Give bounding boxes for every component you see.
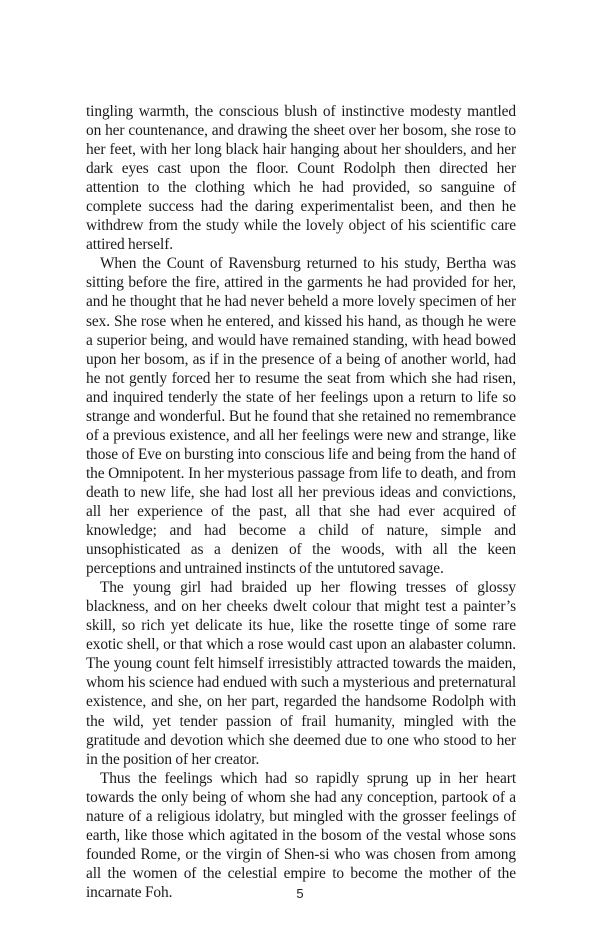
paragraph-2: When the Count of Ravensburg returned to his study, Bertha was sitting before the fire, attired in the garments he had provided for her, and he thought that he had never beheld a more lovely specimen of her sex. She rose when he entered, and kissed his hand, as though he were a superior being, and would have remained standing, with head bowed upon her bosom, as if in the presence of a being of another world, had he not gently forced her to resume the seat from which she had risen, and inquired tenderly the state of her feelings upon a return to life so strange and wonderful. But he found that she retained no remembrance of a previous existence, and all her feelings were new and strange, like those of Eve on bursting into conscious life and being from the hand of the Omnipotent. In her mysterious passage from life to death, and from death to new life, she had lost all her previous ideas and convictions, all her experience of the past, all that she had ever acquired of knowledge; and had become a child of nature, simple and unsophisticated as a denizen of the woods, with all the keen perceptions and untrained instincts of the untutored savage.: [86, 255, 516, 578]
paragraph-1: tingling warmth, the conscious blush of instinctive modesty mantled on her countenance, and drawing the sheet over her bosom, she rose to her feet, with her long black hair hanging about her shoulders, and her dark eyes cast upon the floor. Count Rodolph then directed her attention to the clothing which he had provided, so sanguine of complete success had the daring experimentalist been, and then he withdrew from the study while the lovely object of his scientific care attired herself.: [86, 103, 516, 254]
paragraph-3: The young girl had braided up her flowing tresses of glossy blackness, and on her cheeks dwelt colour that might test a painter’s skill, so rich yet delicate its hue, like the rosette tinge of some rare exotic shell, or that which a rose would cast upon an alabaster column. The young count felt himself irresistibly attracted towards the maiden, whom his science had endued with such a mysterious and preternatural existence, and she, on her part, regarded the handsome Rodolph with the wild, yet tender passion of frail humanity, mingled with the gratitude and devotion which she deemed due to one who stood to her in the position of her creator.: [86, 579, 516, 768]
page-number: 5: [296, 886, 304, 901]
paragraph-4: Thus the feelings which had so rapidly sprung up in her heart towards the only being of whom she had any conception, partook of a nature of a religious idolatry, but mingled with the grosser feelings of earth, like those which agitated in the bosom of the vestal whose sons founded Rome, or the virgin of Shen-si who was chosen from among all the women of the celestial empire to become the mother of the incarnate Foh.: [86, 769, 516, 901]
page-body: [86, 102, 516, 902]
